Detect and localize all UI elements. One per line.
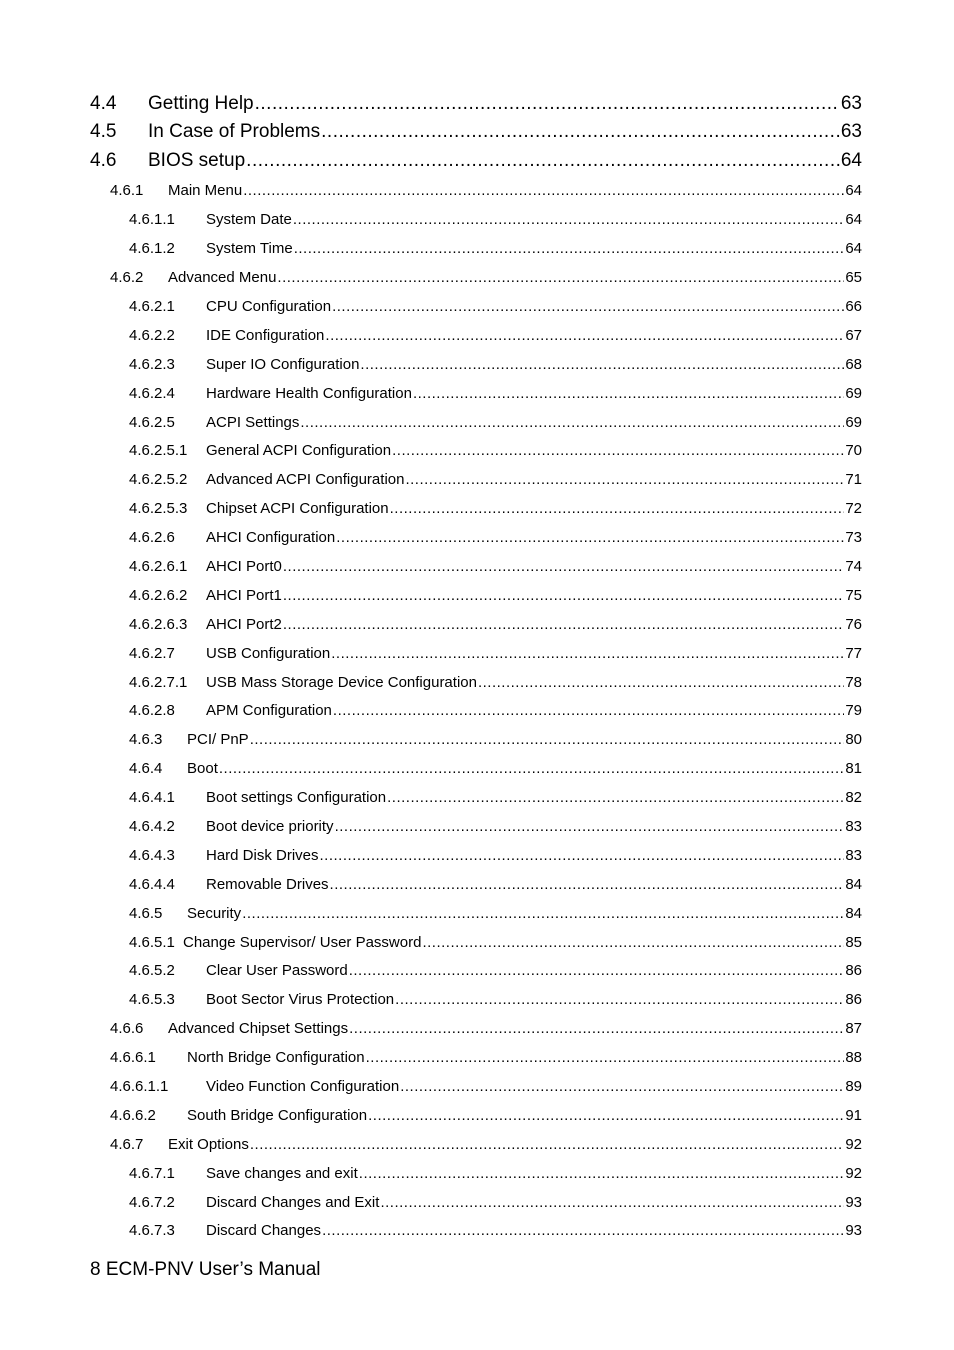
toc-entry-line — [187, 1107, 862, 1124]
toc-entry[interactable] — [0, 350, 954, 379]
toc-entry-line — [206, 471, 862, 488]
toc-entry-page-number: 72 — [845, 500, 862, 518]
toc-entry-line — [206, 1194, 862, 1211]
toc-entry-number: 4.6.5.2 — [129, 962, 175, 980]
toc-entry-page-number: 93 — [845, 1193, 862, 1211]
toc-entry-page-number: 84 — [845, 904, 862, 922]
toc-entry[interactable] — [0, 1217, 954, 1246]
toc-entry-title: Boot — [187, 760, 218, 778]
toc-entry-line — [148, 93, 862, 115]
toc-dot-leader — [422, 934, 844, 951]
toc-entry[interactable] — [0, 928, 954, 957]
toc-entry-line — [187, 760, 862, 777]
toc-entry-line — [183, 934, 862, 951]
toc-entry-line — [168, 269, 862, 286]
toc-entry-title: Boot Sector Virus Protection — [206, 991, 395, 1009]
toc-entry-page-number: 86 — [845, 991, 862, 1009]
toc-entry-title: Getting Help — [148, 92, 254, 114]
toc-dot-leader — [300, 414, 844, 431]
toc-entry-title: Video Function Configuration — [206, 1078, 400, 1095]
toc-entry-number: 4.6 — [90, 149, 117, 171]
toc-entry[interactable] — [0, 1130, 954, 1159]
toc-entry-page-number: 68 — [845, 355, 862, 373]
toc-entry-number: 4.6.2.6.3 — [129, 615, 188, 633]
toc-entry-page-number: 64 — [840, 149, 862, 171]
toc-entry-page-number: 88 — [845, 1049, 862, 1067]
toc-entry-line — [168, 1136, 862, 1153]
toc-entry-number: 4.6.2.5.2 — [129, 471, 188, 489]
toc-entry-title: USB Mass Storage Device Configuration — [206, 673, 477, 691]
toc-entry-page-number: 87 — [845, 1020, 862, 1038]
toc-entry-title: USB Configuration — [206, 644, 331, 662]
toc-entry-line — [206, 1222, 862, 1239]
toc-entry-number: 4.6.2.3 — [129, 355, 175, 373]
toc-entry-line — [206, 847, 862, 864]
toc-dot-leader — [219, 760, 844, 777]
toc-entry-page-number: 93 — [845, 1222, 862, 1240]
toc-entry[interactable] — [0, 1072, 954, 1101]
toc-entry-page-number: 76 — [845, 615, 862, 633]
toc-entry-page-number: 64 — [845, 211, 862, 229]
toc-entry-line — [168, 182, 862, 199]
toc-entry-title: Main Menu — [168, 182, 243, 200]
toc-entry-page-number: 83 — [845, 846, 862, 864]
toc-entry-number: 4.4 — [90, 92, 117, 114]
toc-dot-leader — [283, 587, 844, 604]
toc-entry-page-number: 69 — [845, 413, 862, 431]
toc-dot-leader — [387, 789, 844, 806]
toc-entry[interactable] — [0, 1014, 954, 1043]
toc-entry-page-number: 71 — [845, 471, 862, 489]
toc-entry[interactable] — [0, 783, 954, 812]
toc-entry[interactable] — [0, 292, 954, 321]
toc-entry-number: 4.6.7.2 — [129, 1193, 175, 1211]
toc-entry-title: Hardware Health Configuration — [206, 384, 412, 402]
toc-entry[interactable] — [0, 263, 954, 292]
toc-entry-line — [206, 327, 862, 344]
toc-entry-page-number: 74 — [845, 557, 862, 575]
toc-entry-number: 4.6.2.1 — [129, 297, 175, 315]
toc-entry[interactable] — [0, 321, 954, 350]
toc-entry-page-number: 91 — [845, 1106, 862, 1124]
toc-entry-line — [206, 587, 862, 604]
toc-entry-page-number: 69 — [845, 384, 862, 402]
toc-dot-leader — [243, 182, 844, 199]
toc-entry-title: AHCI Port1 — [206, 586, 282, 604]
toc-entry[interactable] — [0, 1159, 954, 1188]
toc-entry-line — [187, 905, 862, 922]
toc-entry-number: 4.6.2.6 — [129, 529, 175, 547]
toc-entry[interactable] — [0, 581, 954, 610]
toc-dot-leader — [359, 1165, 845, 1182]
toc-entry-title: BIOS setup — [148, 149, 246, 171]
toc-entry[interactable] — [0, 754, 954, 783]
toc-dot-leader — [320, 847, 845, 864]
toc-entry-line — [206, 414, 862, 431]
toc-entry-title: AHCI Port0 — [206, 557, 282, 575]
toc-entry-line — [206, 356, 862, 373]
toc-entry-page-number: 92 — [845, 1164, 862, 1182]
toc-entry-number: 4.6.2.8 — [129, 702, 175, 720]
toc-entry-title: South Bridge Configuration — [187, 1106, 368, 1124]
toc-entry-line — [168, 1020, 862, 1037]
toc-dot-leader — [250, 731, 845, 748]
toc-entry-number: 4.6.1.2 — [129, 240, 175, 258]
toc-entry[interactable] — [0, 465, 954, 494]
toc-entry-line — [206, 962, 862, 979]
toc-entry[interactable] — [0, 639, 954, 668]
toc-entry[interactable] — [0, 668, 954, 697]
toc-dot-leader — [478, 674, 844, 691]
toc-dot-leader — [283, 616, 844, 633]
toc-dot-leader — [400, 1078, 844, 1095]
toc-entry-line — [206, 818, 862, 835]
toc-entry-line — [206, 876, 862, 893]
toc-dot-leader — [380, 1194, 844, 1211]
toc-entry-title: Advanced ACPI Configuration — [206, 471, 405, 489]
toc-entry[interactable] — [0, 725, 954, 754]
toc-entry[interactable] — [0, 870, 954, 899]
toc-entry-number: 4.5 — [90, 121, 117, 142]
toc-entry-page-number: 92 — [845, 1135, 862, 1153]
toc-entry-line — [148, 150, 862, 172]
toc-entry[interactable] — [0, 610, 954, 639]
toc-dot-leader — [395, 991, 844, 1008]
toc-entry[interactable] — [0, 1043, 954, 1072]
toc-entry-page-number: 81 — [845, 760, 862, 778]
toc-entry-line — [206, 702, 862, 719]
toc-dot-leader — [405, 471, 844, 488]
toc-dot-leader — [332, 298, 844, 315]
toc-dot-leader — [246, 150, 840, 172]
toc-entry-page-number: 79 — [845, 702, 862, 720]
toc-entry-line — [206, 529, 862, 546]
toc-entry-line — [206, 1165, 862, 1182]
toc-entry-line — [206, 558, 862, 575]
toc-entry-title: PCI/ PnP — [187, 731, 249, 749]
toc-entry-number: 4.6.2.6.1 — [129, 557, 188, 575]
toc-entry-number: 4.6.2.7 — [129, 644, 175, 662]
toc-dot-leader — [368, 1107, 844, 1124]
toc-dot-leader — [413, 385, 844, 402]
toc-entry-page-number: 63 — [840, 92, 862, 114]
toc-entry-title: CPU Configuration — [206, 297, 332, 315]
toc-entry-title: In Case of Problems — [148, 121, 321, 142]
toc-entry-title: Security — [187, 904, 242, 922]
toc-dot-leader — [392, 442, 844, 459]
toc-entry-number: 4.6.2.5.1 — [129, 442, 188, 460]
toc-entry-title: AHCI Port2 — [206, 615, 282, 633]
toc-dot-leader — [277, 269, 844, 286]
toc-entry[interactable] — [0, 899, 954, 928]
toc-entry[interactable] — [0, 91, 954, 120]
toc-entry-page-number: 85 — [845, 933, 862, 951]
toc-entry-number: 4.6.1.1 — [129, 211, 175, 229]
toc-entry-title: System Date — [206, 211, 292, 229]
toc-entry-line — [206, 991, 862, 1008]
toc-entry-line — [206, 616, 862, 633]
toc-entry-title: System Time — [206, 240, 293, 258]
toc-entry[interactable] — [0, 552, 954, 581]
toc-entry[interactable] — [0, 1101, 954, 1130]
toc-entry-number: 4.6.5.1 — [129, 933, 175, 951]
toc-entry-line — [206, 674, 862, 691]
toc-entry[interactable] — [0, 523, 954, 552]
toc-entry-page-number: 89 — [845, 1078, 862, 1095]
toc-entry-line — [206, 298, 862, 315]
toc-entry-page-number: 75 — [845, 586, 862, 604]
toc-entry-line — [148, 121, 862, 143]
toc-dot-leader — [333, 702, 844, 719]
toc-entry-title: Save changes and exit — [206, 1164, 358, 1182]
toc-entry-line — [206, 442, 862, 459]
toc-entry-page-number: 82 — [845, 789, 862, 807]
toc-entry-page-number: 63 — [840, 121, 862, 142]
toc-entry[interactable] — [0, 1188, 954, 1217]
toc-entry-line — [206, 211, 862, 228]
toc-entry-number: 4.6.1 — [110, 182, 144, 200]
toc-dot-leader — [331, 645, 844, 662]
toc-entry-title: Discard Changes — [206, 1222, 322, 1240]
toc-dot-leader — [293, 211, 844, 228]
toc-entry-line — [206, 500, 862, 517]
toc-entry-number: 4.6.7.3 — [129, 1222, 175, 1240]
toc-entry[interactable] — [0, 957, 954, 986]
toc-entry-number: 4.6.2.2 — [129, 326, 175, 344]
toc-entry-number: 4.6.6 — [110, 1020, 144, 1038]
toc-entry-number: 4.6.2.4 — [129, 384, 175, 402]
toc-entry-page-number: 70 — [845, 442, 862, 460]
toc-entry-number: 4.6.2 — [110, 269, 144, 287]
toc-entry-title: Removable Drives — [206, 875, 329, 893]
toc-entry-number: 4.6.7 — [110, 1135, 144, 1153]
toc-entry-page-number: 66 — [845, 297, 862, 315]
toc-entry-line — [187, 731, 862, 748]
toc-dot-leader — [349, 1020, 844, 1037]
toc-entry-title: Super IO Configuration — [206, 355, 360, 373]
toc-entry[interactable] — [0, 437, 954, 466]
toc-entry-page-number: 65 — [845, 269, 862, 287]
toc-dot-leader — [336, 529, 844, 546]
toc-entry-number: 4.6.2.7.1 — [129, 673, 188, 691]
toc-entry[interactable] — [0, 379, 954, 408]
toc-entry-number: 4.6.6.1 — [110, 1049, 156, 1067]
toc-entry-number: 4.6.4.2 — [129, 817, 175, 835]
toc-entry-title: Clear User Password — [206, 962, 348, 980]
toc-entry-number: 4.6.4.1 — [129, 789, 175, 807]
toc-entry-number: 4.6.2.6.2 — [129, 586, 188, 604]
toc-entry-page-number: 64 — [845, 240, 862, 258]
toc-dot-leader — [255, 93, 840, 115]
toc-dot-leader — [366, 1049, 845, 1066]
toc-entry-title: Exit Options — [168, 1135, 249, 1153]
toc-entry[interactable] — [0, 985, 954, 1014]
toc-entry[interactable] — [0, 494, 954, 523]
toc-entry-title: APM Configuration — [206, 702, 332, 720]
toc-entry-number: 4.6.5 — [129, 904, 163, 922]
toc-entry-page-number: 80 — [845, 731, 862, 749]
toc-entry[interactable] — [0, 812, 954, 841]
toc-dot-leader — [390, 500, 845, 517]
toc-entry-page-number: 73 — [845, 529, 862, 547]
toc-entry-page-number: 83 — [845, 817, 862, 835]
toc-entry-line — [206, 645, 862, 662]
toc-entry[interactable] — [0, 177, 954, 206]
toc-dot-leader — [349, 962, 845, 979]
toc-entry[interactable] — [0, 120, 954, 149]
toc-entry-number: 4.6.4.4 — [129, 875, 175, 893]
toc-entry-page-number: 64 — [845, 182, 862, 200]
toc-entry-title: General ACPI Configuration — [206, 442, 392, 460]
toc-entry-title: North Bridge Configuration — [187, 1049, 365, 1067]
toc-entry-line — [206, 240, 862, 257]
toc-entry-title: Boot settings Configuration — [206, 789, 387, 807]
toc-entry-page-number: 84 — [845, 875, 862, 893]
toc-entry[interactable] — [0, 408, 954, 437]
toc-entry-page-number: 67 — [845, 326, 862, 344]
toc-entry-number: 4.6.4 — [129, 760, 163, 778]
toc-dot-leader — [360, 356, 844, 373]
toc-entry-title: Hard Disk Drives — [206, 846, 319, 864]
toc-entry-title: Advanced Chipset Settings — [168, 1020, 349, 1038]
toc-entry-number: 4.6.2.5 — [129, 413, 175, 431]
table-of-contents — [0, 91, 954, 1245]
toc-entry-number: 4.6.4.3 — [129, 846, 175, 864]
toc-entry-page-number: 86 — [845, 962, 862, 980]
toc-entry[interactable] — [0, 205, 954, 234]
toc-entry-number: 4.6.3 — [129, 731, 163, 749]
toc-entry-title: AHCI Configuration — [206, 529, 336, 547]
toc-entry-title: Change Supervisor/ User Password — [183, 933, 422, 951]
toc-entry[interactable] — [0, 234, 954, 263]
toc-entry-line — [206, 385, 862, 402]
toc-entry[interactable] — [0, 697, 954, 726]
toc-dot-leader — [321, 121, 840, 143]
toc-dot-leader — [283, 558, 844, 575]
toc-entry[interactable] — [0, 148, 954, 177]
toc-dot-leader — [330, 876, 845, 893]
toc-entry-line — [206, 789, 862, 806]
toc-entry-title: Chipset ACPI Configuration — [206, 500, 389, 518]
toc-dot-leader — [325, 327, 844, 344]
toc-entry-title: Advanced Menu — [168, 269, 277, 287]
toc-entry-line — [187, 1049, 862, 1066]
toc-entry-number: 4.6.6.2 — [110, 1106, 156, 1124]
toc-entry-title: Boot device priority — [206, 817, 334, 835]
toc-entry-number: 4.6.6.1.1 — [110, 1078, 169, 1095]
toc-entry-title: IDE Configuration — [206, 326, 325, 344]
toc-entry-page-number: 78 — [845, 673, 862, 691]
toc-entry[interactable] — [0, 841, 954, 870]
toc-entry-page-number: 77 — [845, 644, 862, 662]
toc-entry-number: 4.6.5.3 — [129, 991, 175, 1009]
toc-entry-line — [206, 1078, 862, 1095]
toc-dot-leader — [335, 818, 845, 835]
toc-dot-leader — [242, 905, 844, 922]
page-footer: 8 ECM-PNV User’s Manual — [90, 1259, 321, 1280]
toc-entry-title: ACPI Settings — [206, 413, 300, 431]
toc-dot-leader — [250, 1136, 844, 1153]
toc-dot-leader — [294, 240, 845, 257]
toc-entry-number: 4.6.2.5.3 — [129, 500, 188, 518]
toc-entry-number: 4.6.7.1 — [129, 1164, 175, 1182]
toc-dot-leader — [322, 1222, 844, 1239]
toc-entry-title: Discard Changes and Exit — [206, 1193, 380, 1211]
